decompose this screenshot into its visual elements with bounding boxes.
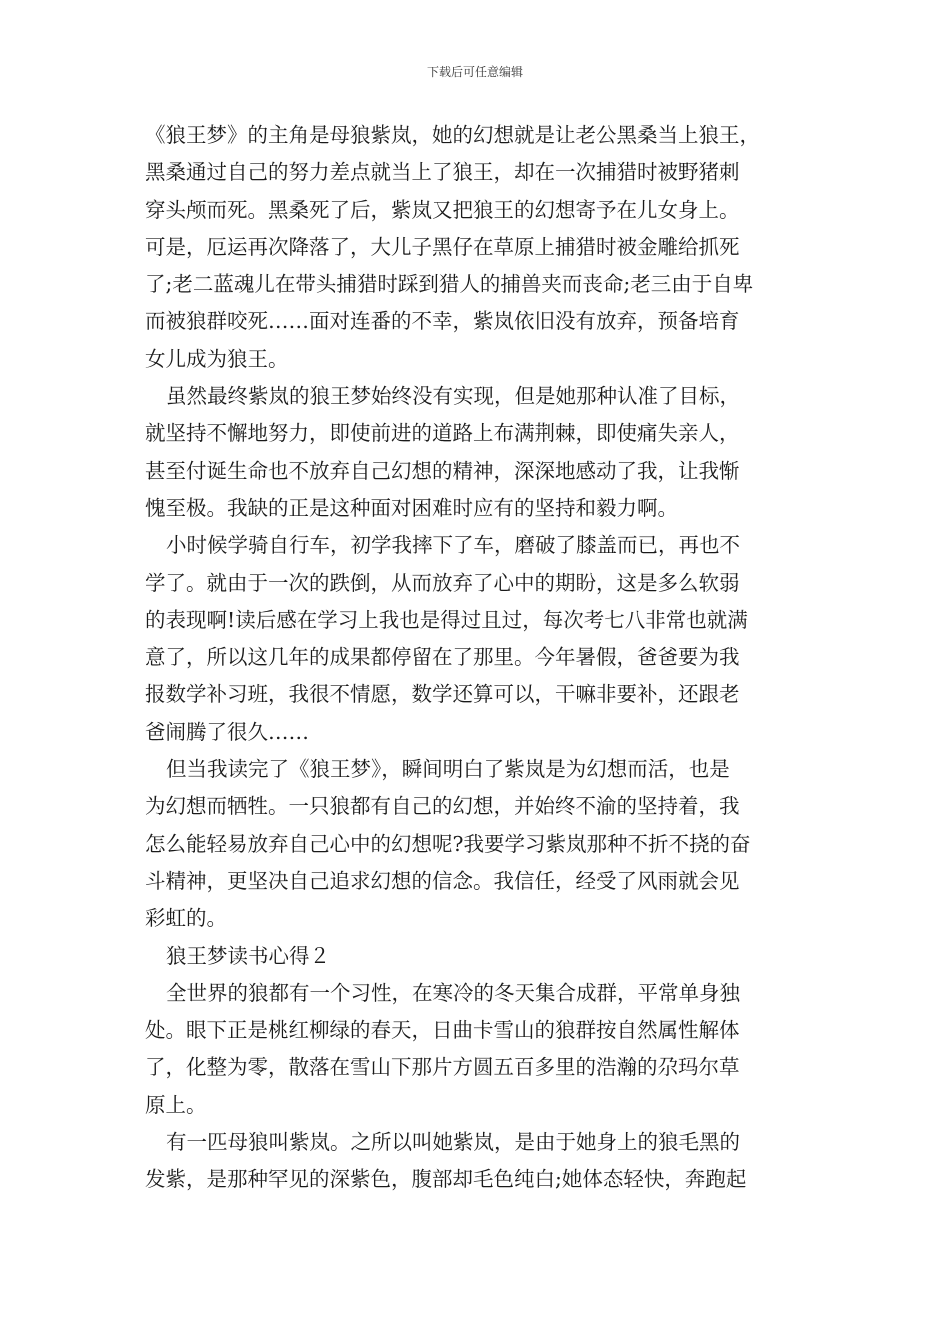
text-line: 《狼王梦》的主角是母狼紫岚，她的幻想就是让老公黑桑当上狼王， [145,123,760,147]
page-header-note: 下载后可任意编辑 [426,65,523,79]
text-line: 的表现啊!读后感在学习上我也是得过且过，每次考七八非常也就满 [145,607,748,632]
text-line: 狼王梦读书心得２ [166,943,330,968]
text-line: 学了。就由于一次的跌倒，从而放弃了心中的期盼，这是多么软弱 [145,570,740,595]
text-line: 了，化整为零，散落在雪山下那片方圆五百多里的浩瀚的尕玛尔草 [145,1055,740,1080]
text-line: 愧至极。我缺的正是这种面对困难时应有的坚持和毅力啊。 [145,495,678,520]
text-line: 为幻想而牺牲。一只狼都有自己的幻想，并始终不渝的坚持着，我 [145,794,740,819]
text-line: 斗精神，更坚决自己追求幻想的信念。我信任，经受了风雨就会见 [145,868,740,893]
text-line: 爸闹腾了很久…… [145,719,309,744]
text-line: 报数学补习班，我很不情愿，数学还算可以，干嘛非要补，还跟老 [145,682,740,707]
text-line: 处。眼下正是桃红柳绿的春天，日曲卡雪山的狼群按自然属性解体 [145,1018,740,1043]
text-line: 穿头颅而死。黑桑死了后，紫岚又把狼王的幻想寄予在儿女身上。 [145,197,740,222]
text-line: 虽然最终紫岚的狼王梦始终没有实现，但是她那种认准了目标， [166,384,740,409]
text-line: 有一匹母狼叫紫岚。之所以叫她紫岚，是由于她身上的狼毛黑的 [166,1130,740,1155]
text-line: 女儿成为狼王。 [145,346,289,371]
text-line: 可是，厄运再次降落了，大儿子黑仔在草原上捕猎时被金雕给抓死 [145,234,740,259]
text-line: 就坚持不懈地努力，即使前进的道路上布满荆棘，即使痛失亲人， [145,421,740,446]
text-line: 意了，所以这几年的成果都停留在了那里。今年暑假，爸爸要为我 [145,645,740,670]
text-line: 了;老二蓝魂儿在带头捕猎时踩到猎人的捕兽夹而丧命;老三由于自卑 [145,272,754,297]
document-body [145,117,813,1199]
text-line: 怎么能轻易放弃自己心中的幻想呢?我要学习紫岚那种不折不挠的奋 [145,831,751,856]
text-line: 黑桑通过自己的努力差点就当上了狼王，却在一次捕猎时被野猪刺 [145,160,740,185]
text-line: 小时候学骑自行车，初学我摔下了车，磨破了膝盖而已，再也不 [166,533,740,558]
text-line: 发紫，是那种罕见的深紫色，腹部却毛色纯白;她体态轻快，奔跑起 [145,1167,747,1192]
text-line: 原上。 [145,1092,207,1117]
text-line: 但当我读完了《狼王梦》，瞬间明白了紫岚是为幻想而活，也是 [166,757,730,782]
text-line: 全世界的狼都有一个习性，在寒冷的冬天集合成群，平常单身独 [166,980,740,1005]
text-line: 而被狼群咬死……面对连番的不幸，紫岚依旧没有放弃，预备培育 [145,309,740,334]
text-line: 甚至付诞生命也不放弃自己幻想的精神，深深地感动了我，让我惭 [145,458,740,483]
text-line: 彩虹的。 [145,906,227,931]
